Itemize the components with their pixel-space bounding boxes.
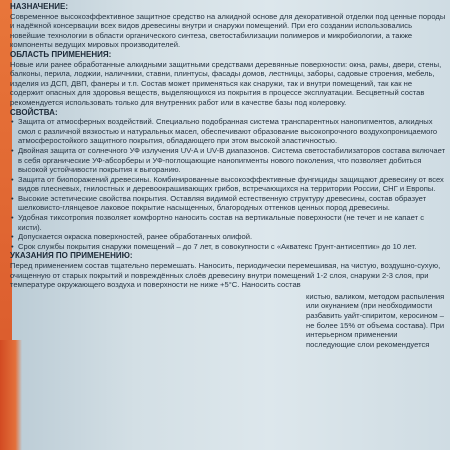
label-text: [10, 2, 446, 349]
application-text: Новые или ранее обработанные алкидными защитными средствами деревянные поверхности: окна, рамы, двери, стены, балконы, перила, лоджии, наличники, ставни, плинтусы, фасады домов, лестницы, заборы, садовые строения, мебель, изделия из ДСП, ДВП, фанеры и т.п. Состав может применяться как снаружи, так и внутри помещений, так как не содержит опасных для здоровья веществ, выделяющихся из покрытия в процессе эксплуатации. Бесцветный состав рекомендуется использовать только для внутренних работ или в качестве базы под колеровку.: [10, 59, 442, 107]
property-item: • Срок службы покрытия снаружи помещений – до 7 лет, в совокупности с «Акватекс Грунт-антисептик» до 10 лет.: [10, 242, 446, 252]
property-item: • Высокие эстетические свойства покрытия. Оставляя видимой естественную структуру древесины, состав образует шелковисто-глянцевое лаковое покрытие насыщенных, благородных оттенков ценных пород древесины.: [10, 194, 446, 213]
properties-heading: СВОЙСТВА:: [10, 107, 58, 117]
property-item: • Допускается окраска поверхностей, ранее обработанных олифой.: [10, 232, 446, 242]
property-item: • Удобная тиксотропия позволяет комфортно наносить состав на вертикальные поверхности (не течет и не капает с кисти).: [10, 213, 446, 232]
property-item: • Защита от биопоражений древесины. Комбинированные высокоэффективные фунгициды защищают древесину от всех видов плесневых, гнилостных и деревоокрашивающих грибов, встречающихся на территории России, СНГ и Европы.: [10, 175, 446, 194]
property-item: • Двойная защита от солнечного УФ излучения UV-A и UV-B диапазонов. Система светостабилизаторов состава включает в себя органические УФ-абсорберы и УФ-поглощающие нанопигменты нового поколения, что позволяет добиться высокой устойчивости покрытия к выгоранию.: [10, 146, 446, 175]
orange-stripe-lower: [0, 340, 22, 450]
purpose-heading: НАЗНАЧЕНИЕ:: [10, 2, 68, 11]
instructions-text: Перед применением состав тщательно перемешать. Наносить, периодически перемешивая, на чистую, воздушно-сухую, очищенную от старых покрытий и повреждённых слоёв древесину внутри помещений 1-2 слоя, снаружи 2-3 слоя, при температуре окружающего воздуха и поверхности не ниже +5°С. Наносить состав: [10, 261, 441, 290]
instructions-right-column: кистью, валиком, методом распыления или окунанием (при необходимости разбавить уайт-спиритом, керосином – не более 15% от объема состава). При интерьерном применении последующие слои рекомендуется: [306, 291, 445, 349]
purpose-text: Современное высокоэффективное защитное средство на алкидной основе для декоративной отделки под ценные породы и надёжной консервации всех видов древесины внутри и снаружи помещений. При его создании использовались новейшие технологии в области органического синтеза, светостабилизации полимеров и микробиологии, а также компоненты ведущих мировых производителей.: [10, 11, 446, 50]
instructions-block: [10, 261, 446, 349]
instructions-heading: УКАЗАНИЯ ПО ПРИМЕНЕНИЮ:: [10, 251, 133, 261]
application-heading: ОБЛАСТЬ ПРИМЕНЕНИЯ:: [10, 49, 112, 59]
property-item: • Защита от атмосферных воздействий. Специально подобранная система транспарентных нанопигментов, алкидных смол с различной вязкостью и натуральных масел, обеспечивают образование высокопрочного воздухопроницаемого атмосферостойкого защитного покрытия, обладающего при этом высокой эластичностью.: [10, 117, 446, 146]
